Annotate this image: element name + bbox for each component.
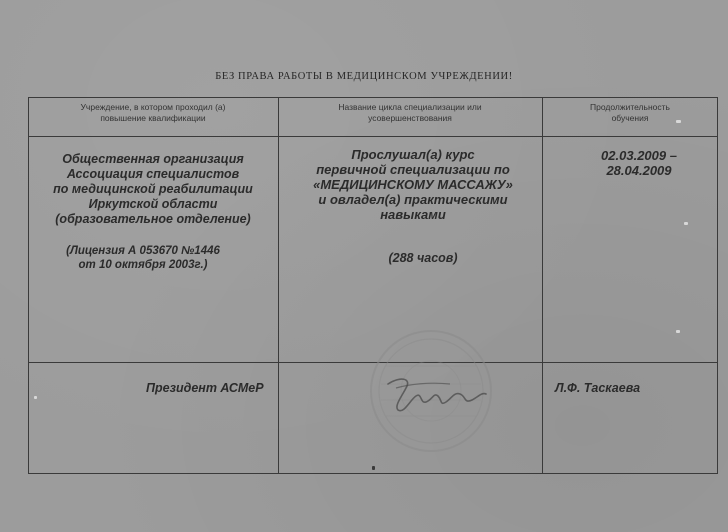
institution-line: Иркутской области (88, 197, 218, 211)
header-duration-line-2: обучения (611, 113, 649, 123)
institution-cell (30, 152, 276, 227)
header-course-line-1: Название цикла специализации или (338, 102, 482, 112)
course-line: навыками (380, 207, 446, 222)
scan-artifact (684, 222, 688, 225)
course-cell (282, 147, 544, 222)
institution-line: (образовательное отделение) (55, 212, 251, 226)
header-course-line-2: усовершенствования (368, 113, 452, 123)
header-institution-line-1: Учреждение, в котором проходил (а) (80, 102, 226, 112)
header-institution-line-2: повышение квалификации (100, 113, 206, 123)
scan-artifact (372, 466, 375, 470)
header-bottom-border (28, 136, 718, 137)
institution-line: по медицинской реабилитации (53, 182, 253, 196)
duration-cell (552, 148, 726, 178)
scan-artifact (34, 396, 37, 399)
scan-artifact (676, 330, 680, 333)
table-top-border (28, 97, 718, 98)
course-line: «МЕДИЦИНСКОМУ МАССАЖУ» (313, 177, 513, 192)
duration-end: 28.04.2009 (606, 163, 672, 178)
header-course (280, 102, 540, 124)
duration-start: 02.03.2009 – (601, 148, 677, 163)
license-cell (20, 244, 266, 272)
header-duration (544, 102, 716, 124)
column-divider-1 (278, 97, 279, 474)
scan-artifact (676, 120, 681, 123)
table-left-border (28, 97, 29, 474)
institution-line: Общественная организация (62, 152, 244, 166)
license-line: от 10 октября 2003г.) (78, 259, 208, 271)
handwritten-signature (380, 370, 490, 420)
header-institution (30, 102, 276, 124)
table-bottom-border (28, 473, 718, 474)
institution-line: Ассоциация специалистов (66, 167, 240, 181)
restriction-notice: БЕЗ ПРАВА РАБОТЫ В МЕДИЦИНСКОМ УЧРЕЖДЕНИИ! (215, 71, 513, 82)
license-line: (Лицензия А 053670 №1446 (66, 245, 220, 257)
signatory-name: Л.Ф. Таскаева (555, 381, 641, 395)
course-line: и овладел(а) практическими (318, 192, 508, 207)
course-line: первичной специализации по (316, 162, 510, 177)
course-line: Прослушал(а) курс (351, 147, 475, 162)
course-hours: (288 часов) (388, 251, 458, 265)
signatory-title: Президент АСМеР (146, 381, 264, 395)
header-duration-line-1: Продолжительность (590, 102, 670, 112)
